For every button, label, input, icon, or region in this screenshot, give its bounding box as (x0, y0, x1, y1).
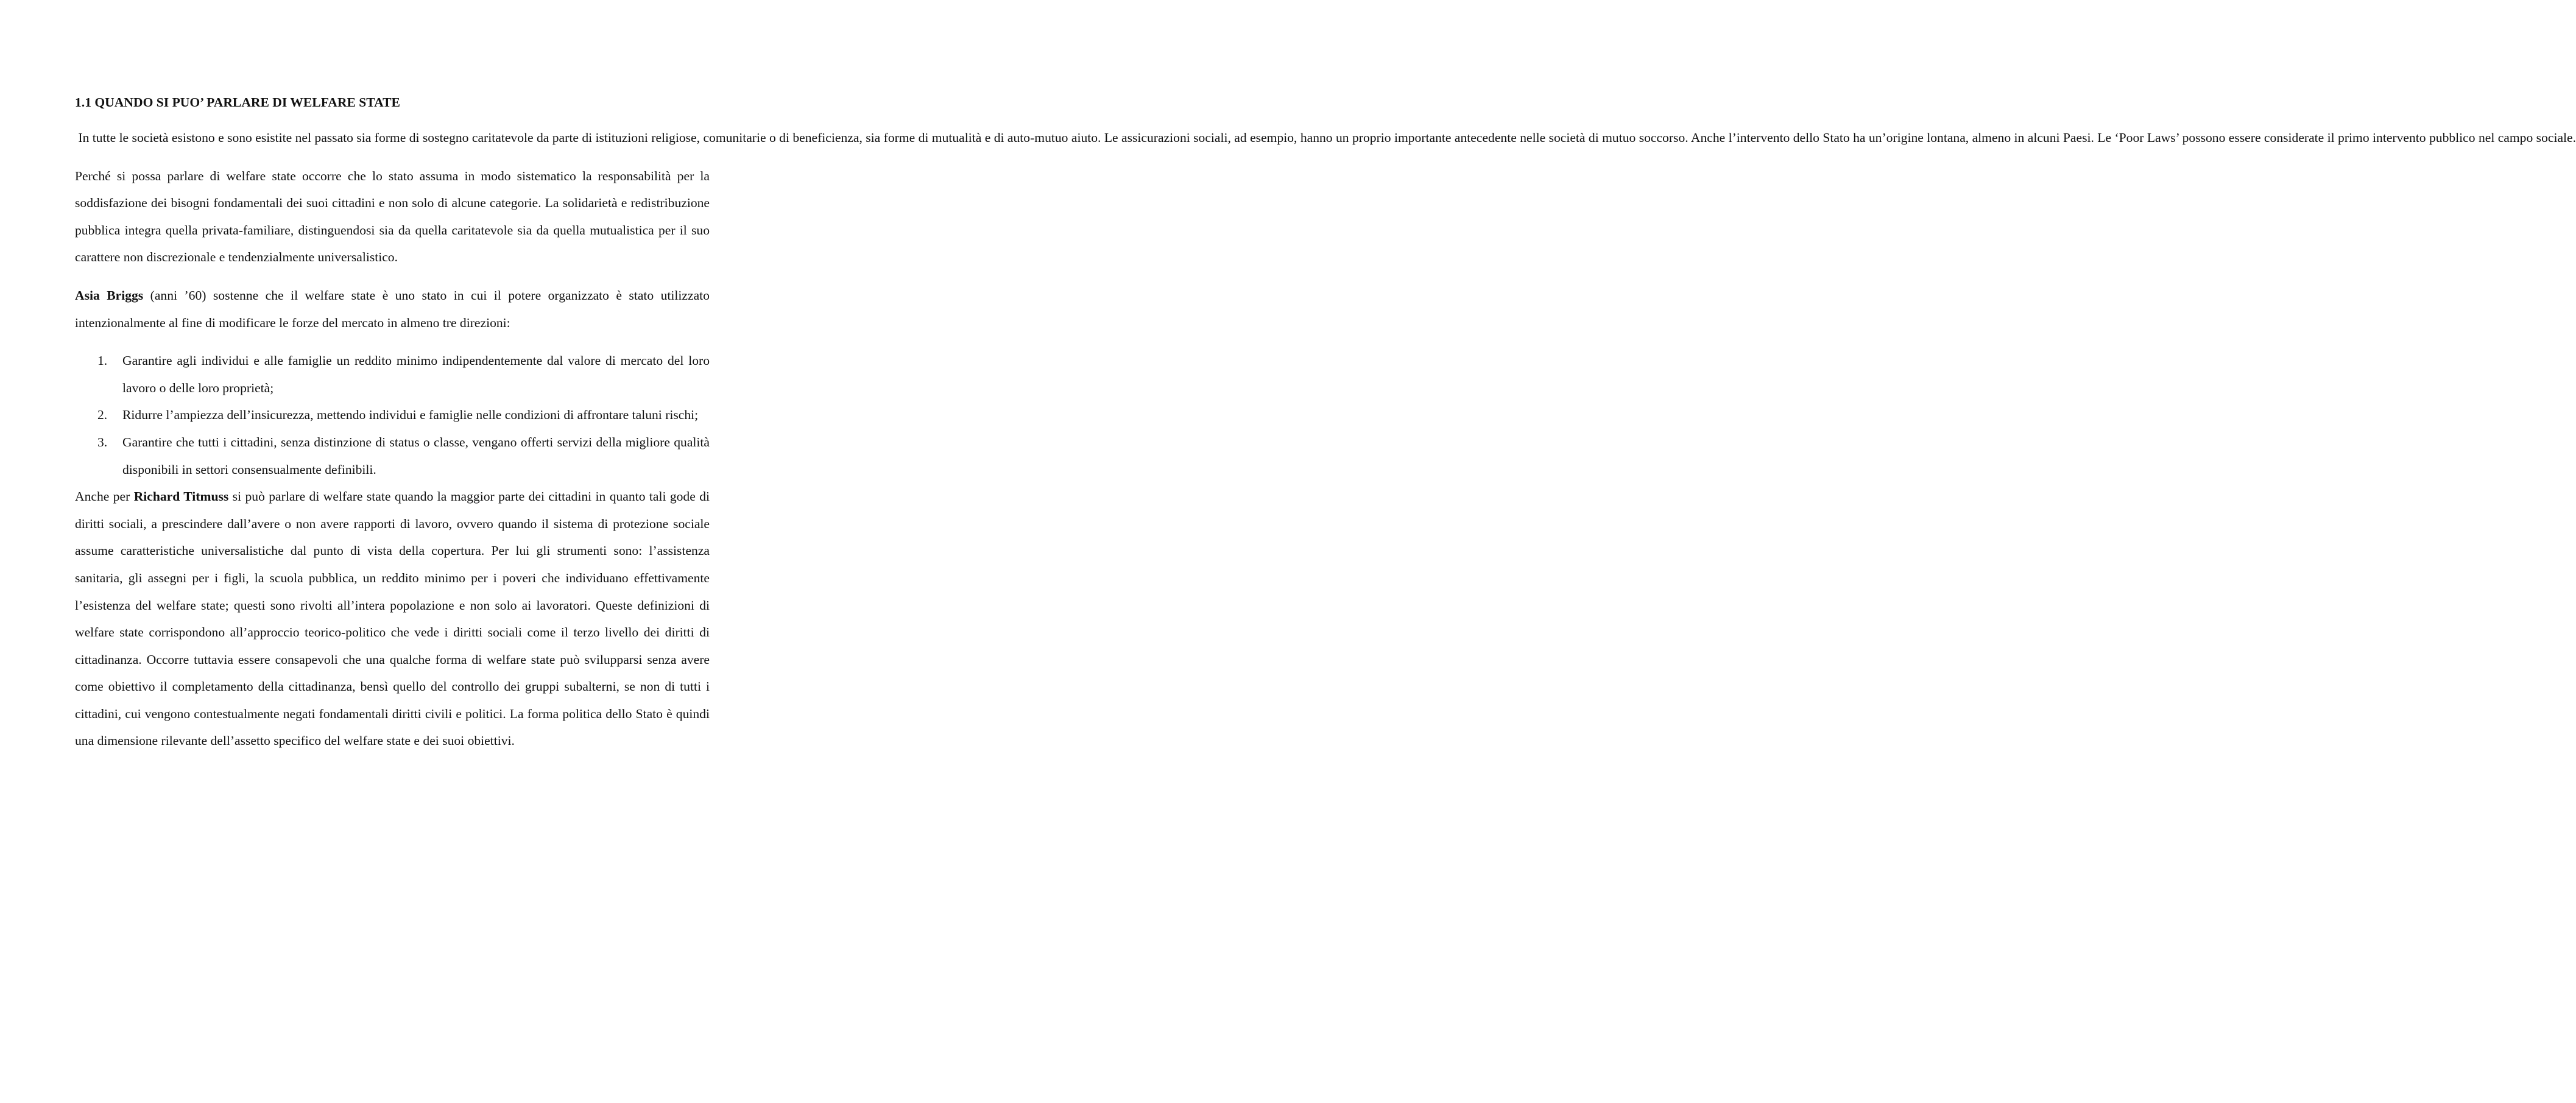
author-name-briggs: Asia Briggs (75, 287, 144, 303)
list-item (75, 347, 710, 401)
author-name-titmuss: Richard Titmuss (133, 489, 229, 504)
paragraph-briggs-text: (anni ’60) sostenne che il welfare state è uno stato in cui il potere organizzato è stato utilizzato intenzionalmente al fine di modificare le forze del mercato in almeno tre direzioni: (75, 287, 710, 330)
paragraph-intro-text: In tutte le società esistono e sono esistite nel passato sia forme di sostegno caritatevole da parte di istituzioni religiose, comunitarie o di beneficienza, sia forme di mutualità e di auto-mutuo aiuto. Le assicurazioni sociali, ad esempio, hanno un proprio importante antecedente nelle società di mutuo soccorso. Anche l’intervento dello Stato ha un’origine lontana, almeno in alcuni Paesi. Le ‘Poor Laws’ possono essere considerate il primo intervento pubblico nel campo sociale. (75, 130, 2576, 145)
paragraph-briggs (75, 282, 710, 336)
list-item (75, 429, 710, 483)
section-heading: 1.1 QUANDO SI PUO’ PARLARE DI WELFARE STATE (75, 95, 400, 110)
list-item-number: 3. (97, 434, 108, 449)
directions-list (75, 347, 710, 483)
list-item-text: Garantire agli individui e alle famiglie un reddito minimo indipendentemente dal valore di mercato del loro lavoro o delle loro proprietà; (122, 353, 710, 395)
list-item-number: 2. (97, 407, 108, 423)
paragraph-intro (75, 124, 2576, 152)
paragraph-titmuss-lead: Anche per (75, 489, 134, 504)
list-item-text: Garantire che tutti i cittadini, senza distinzione di status o classe, vengano offerti servizi della migliore qualità disponibili in settori consensualmente definibili. (122, 434, 710, 477)
paragraph-titmuss-text: si può parlare di welfare state quando la maggior parte dei cittadini in quanto tali gode di diritti sociali, a prescindere dall’avere o non avere rapporti di lavoro, ovvero quando il sistema di protezione sociale assume caratteristiche universalistiche dal punto di vista della copertura. Per lui gli strumenti sono: l’assistenza sanitaria, gli assegni per i figli, la scuola pubblica, un reddito minimo per i poveri che individuano effettivamente l’esistenza del welfare state; questi sono rivolti all’intera popolazione e non solo ai lavoratori. Queste definizioni di welfare state corrispondono all’approccio teorico-politico che vede i diritti sociali come il terzo livello dei diritti di cittadinanza. Occorre tuttavia essere consapevoli che una qualche forma di welfare state può svilupparsi senza avere come obiettivo il completamento della cittadinanza, bensì quello del controllo dei gruppi subalterni, se non di tutti i cittadini, cui vengono contestualmente negati fondamentali diritti civili e politici. La forma politica dello Stato è quindi una dimensione rilevante dell’assetto specifico del welfare state e dei suoi obiettivi. (75, 489, 710, 749)
list-item-text: Ridurre l’ampiezza dell’insicurezza, mettendo individui e famiglie nelle condizioni di affrontare taluni rischi; (122, 407, 699, 423)
list-item-number: 1. (97, 353, 108, 368)
document-body (75, 91, 2576, 766)
paragraph-definition: Perché si possa parlare di welfare state occorre che lo stato assuma in modo sistematico la responsabilità per la soddisfazione dei bisogni fondamentali dei suoi cittadini e non solo di alcune categorie. La solidarietà e redistribuzione pubblica integra quella privata-familiare, distinguendosi sia da quella caritatevole sia da quella mutualistica per il suo carattere non discrezionale e tendenzialmente universalistico. (75, 168, 710, 265)
list-item (75, 401, 710, 429)
paragraph-titmuss (75, 483, 710, 755)
